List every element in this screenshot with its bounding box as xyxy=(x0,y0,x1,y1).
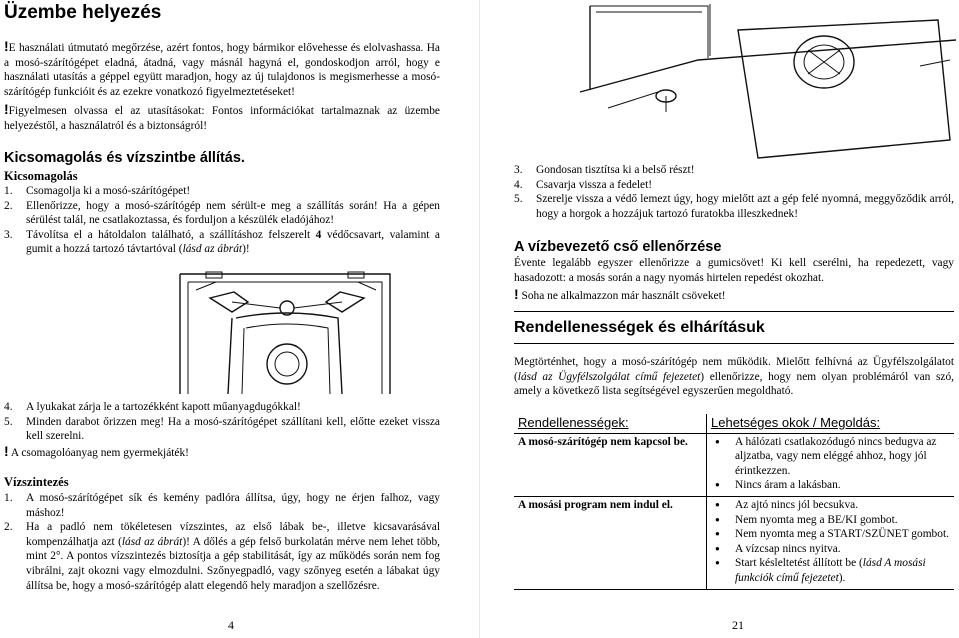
warning-used-hoses xyxy=(514,287,954,304)
section-heading-unpacking-levelling: Kicsomagolás és vízszintbe állítás. xyxy=(4,150,245,166)
warning-text: Figyelmesen olvassa el az utasításokat: Fontos információkat tartalmaznak az üzembe helyezéstől, a használatról és a biztonságról! xyxy=(4,105,440,132)
table-row xyxy=(514,433,954,496)
problem-cell: A mosási program nem indul el. xyxy=(514,497,707,590)
warning-icon: ! xyxy=(4,443,9,459)
page-number: 4 xyxy=(228,618,234,632)
section-heading-troubleshooting: Rendellenességek és elhárításuk xyxy=(514,319,765,336)
divider xyxy=(514,343,954,344)
list-item: 2. Ellenőrizze, hogy a mosó-szárítógép nem sérült-e meg a szállítás során! Ha a gépen sérülést talál, ne csatlakoztassa, és forduljon a készülék eladójához! xyxy=(4,199,440,227)
washer-back-illustration xyxy=(176,268,398,394)
divider xyxy=(514,311,954,312)
levelling-steps xyxy=(4,491,440,593)
warning-read-instructions xyxy=(4,102,440,133)
warning-icon: ! xyxy=(4,101,9,117)
page-number: 21 xyxy=(732,618,744,632)
list-item: 5. Szerelje vissza a védő lemezt úgy, hogy mielőtt azt a gép felé nyomná, meggyőződik arról, hogy a horgok a hozzájuk tartozó furatokba illeszkednek! xyxy=(514,193,954,220)
causes-cell xyxy=(707,497,955,590)
list-item: ● A hálózati csatlakozódugó nincs bedugva az aljzatba, vagy nem eléggé ahhoz, hogy jól érintkezzen. xyxy=(731,435,950,479)
troubleshooting-intro: Megtörténhet, hogy a mosó-szárítógép nem működik. Mielőtt felhívná az Ügyfélszolgálatot (lásd az Ügyfélszolgálat című fejezetet) ellenőrizze, hogy nem olyan problémáról van szó, amely a következő lista segítségével egyszerűen megoldható. xyxy=(514,356,954,398)
warning-text: E használati útmutató megőrzése, azért fontos, hogy bármikor elővehesse és elolvashassa. Ha a mosó-szárítógépet eladná, átadná, vagy másnál hagyná el, gondoskodjon arról, hogy e használati utasítás a géppel együtt maradjon, hogy az új tulajdonos is megismerhesse a mosó-szárítógép funkcióit és az ezekre vonatkozó figyelmeztetéseket! xyxy=(4,42,440,98)
list-item: 2. Ha a padló nem tökéletesen vízszintes, az első lábak be-, illetve kicsavarásával kompenzálhatja azt (lásd az ábrát)! A dőlés a gép felső burkolatán mérve nem lehet több, mint 2°. A pontos vízszintezés biztosítja a gép stabilitását, így az működés során nem fog vibrálni, zajt okozni vagy elmozdulni. Szőnyegpadló, vagy szőnyeg esetén a lábakat úgy állítsa be, hogy a mosó-szárítógép alatt elegendő hely maradjon a szellőzésre. xyxy=(4,521,440,592)
list-item: 1. A mosó-szárítógépet sík és kemény padlóra állítsa, úgy, hogy ne érjen falhoz, vagy máshoz! xyxy=(4,492,440,519)
list-item: 4. A lyukakat zárja le a tartozékként kapott műanyagdugókkal! xyxy=(4,401,301,413)
warning-text: Soha ne alkalmazzon már használt csöveket! xyxy=(521,290,726,302)
right-page xyxy=(480,0,959,638)
list-item: ● A vízcsap nincs nyitva. xyxy=(731,542,950,557)
warning-icon: ! xyxy=(514,286,519,302)
reassembly-steps xyxy=(514,163,954,221)
warning-packaging xyxy=(4,444,440,461)
list-item: ● Az ajtó nincs jól becsukva. xyxy=(731,498,950,513)
page-title: Üzembe helyezés xyxy=(4,2,162,23)
list-item: ● Start késleltetést állított be (lásd A mosási funkciók című fejezetet). xyxy=(731,556,950,585)
list-item: ● Nem nyomta meg a START/SZÜNET gombot. xyxy=(731,527,950,542)
list-item: ● Nem nyomta meg a BE/KI gombot. xyxy=(731,513,950,528)
list-item: 5. Minden darabot őrizzen meg! Ha a mosó-szárítógépet szállítani kell, előtte ezeket vissza kell szerelni. xyxy=(4,415,440,443)
list-item: 1. Csomagolja ki a mosó-szárítógépet! xyxy=(4,185,191,197)
list-item: 4. Csavarja vissza a fedelet! xyxy=(514,178,653,191)
column-header-problems: Rendellenességek: xyxy=(514,414,707,433)
problem-cell: A mosó-szárítógép nem kapcsol be. xyxy=(514,433,707,496)
warning-icon: ! xyxy=(4,38,9,54)
list-item: 3. Gondosan tisztítsa ki a belső részt! xyxy=(514,164,695,176)
inlet-hose-paragraph: Évente legalább egyszer ellenőrizze a gumicsövet! Ki kell cserélni, ha repedezett, vagy hasadozott: a mosás során a nagy nyomás hirtelen repedést okozhat. xyxy=(514,257,954,284)
list-item: 3. Távolítsa el a hátoldalon található, a szállításhoz felszerelt 4 védőcsavart, valamint a gumit a hozzá tartozó távtartóval (lásd az ábrát)! xyxy=(4,228,440,256)
column-header-causes: Lehetséges okok / Megoldás: xyxy=(707,414,955,433)
washer-protective-plate-illustration xyxy=(578,0,958,160)
subheading-levelling: Vízszintezés xyxy=(4,475,69,489)
subheading-unpacking: Kicsomagolás xyxy=(4,169,78,183)
section-heading-inlet-hose: A vízbevezető cső ellenőrzése xyxy=(514,239,722,255)
unpacking-steps-continued xyxy=(4,400,440,444)
warning-text: A csomagolóanyag nem gyermekjáték! xyxy=(10,447,189,459)
causes-cell xyxy=(707,433,955,496)
troubleshooting-table xyxy=(514,414,954,590)
warning-keep-manual xyxy=(4,39,440,99)
table-header-row xyxy=(514,414,954,433)
table-row xyxy=(514,497,954,590)
unpacking-steps xyxy=(4,184,440,257)
left-page xyxy=(0,0,478,638)
list-item: ● Nincs áram a lakásban. xyxy=(731,478,950,493)
